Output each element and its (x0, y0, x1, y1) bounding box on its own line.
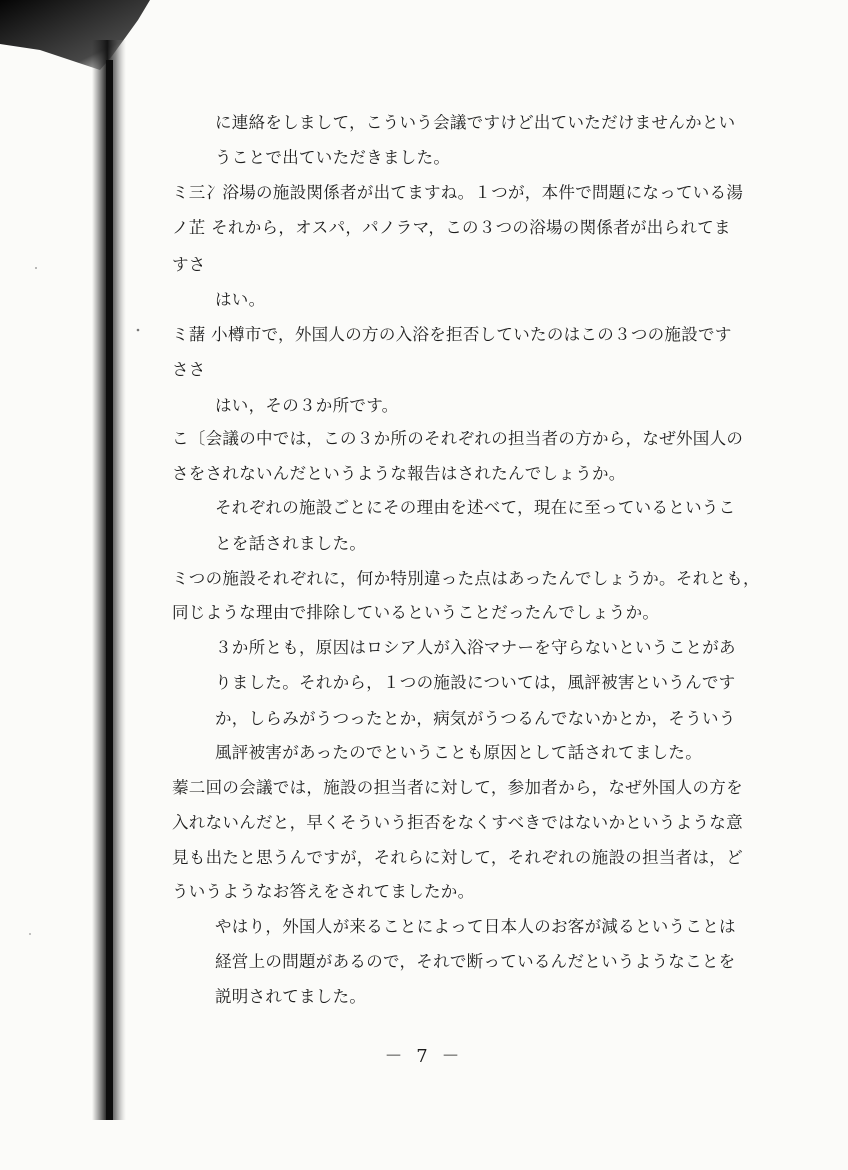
transcript-line: ういうようなお答えをされてましたか。 (172, 882, 475, 901)
transcript-line: やはり，外国人が来ることによって日本人のお客が減るということは (215, 917, 736, 936)
transcript-line: とを話されました。 (215, 534, 367, 553)
transcript-line: 経営上の問題があるので，それで断っているんだというようなことを (215, 952, 736, 971)
transcript-line: こ〔会議の中では，この３か所のそれぞれの担当者の方から，なぜ外国人の (172, 429, 744, 448)
transcript-line: それぞれの施設ごとにその理由を述べて，現在に至っているというこ (215, 498, 736, 517)
transcript-line: りました。それから，１つの施設については，風評被害というんです (215, 673, 736, 692)
transcript-line: ミ藷 小樽市で，外国人の方の入浴を拒否していたのはこの３つの施設です (172, 325, 732, 344)
transcript-line: 見も出たと思うんですが，それらに対して，それぞれの施設の担当者は，ど (172, 848, 743, 867)
transcript-line: 風評被害があったのでということも原因として話されてました。 (215, 743, 703, 762)
transcript-line: ３か所とも，原因はロシア人が入浴マナーを守らないということがあ (215, 638, 736, 657)
transcript-line: 説明されてました。 (215, 987, 367, 1006)
transcript-line: ミつの施設それぞれに，何か特別違った点はあったんでしょうか。それとも， (172, 569, 760, 588)
transcript-line: ミ三冫浴場の施設関係者が出てますね。１つが，本件で問題になっている湯 (172, 183, 744, 202)
transcript-line: ノ芷 それから，オスパ，パノラマ，この３つの浴場の関係者が出られてま (172, 218, 731, 237)
transcript-line: ささ (172, 360, 206, 379)
binding-core (106, 60, 113, 1120)
transcript-line: はい，その３か所です。 (215, 396, 399, 415)
transcript-line: 同じような理由で排除しているということだったんでしょうか。 (172, 603, 660, 622)
transcript-line: すさ (172, 255, 206, 274)
transcript-line: 入れないんだと，早くそういう拒否をなくすべきではないかというような意 (172, 813, 743, 832)
transcript-line: うことで出ていただきました。 (215, 148, 451, 167)
transcript-line: に連絡をしまして，こういう会議ですけど出ていただけませんかとい (215, 113, 736, 132)
corner-shadow (0, 0, 150, 70)
transcript-line: か，しらみがうつったとか，病気がうつるんでないかとか，そういう (215, 709, 736, 728)
transcript-line: 蓁二回の会議では，施設の担当者に対して，参加者から，なぜ外国人の方を (172, 778, 743, 797)
transcript-line: さをされないんだというような報告はされたんでしょうか。 (172, 464, 626, 483)
page-number: － 7 － (384, 1046, 464, 1067)
transcript-line: はい。 (215, 290, 266, 309)
